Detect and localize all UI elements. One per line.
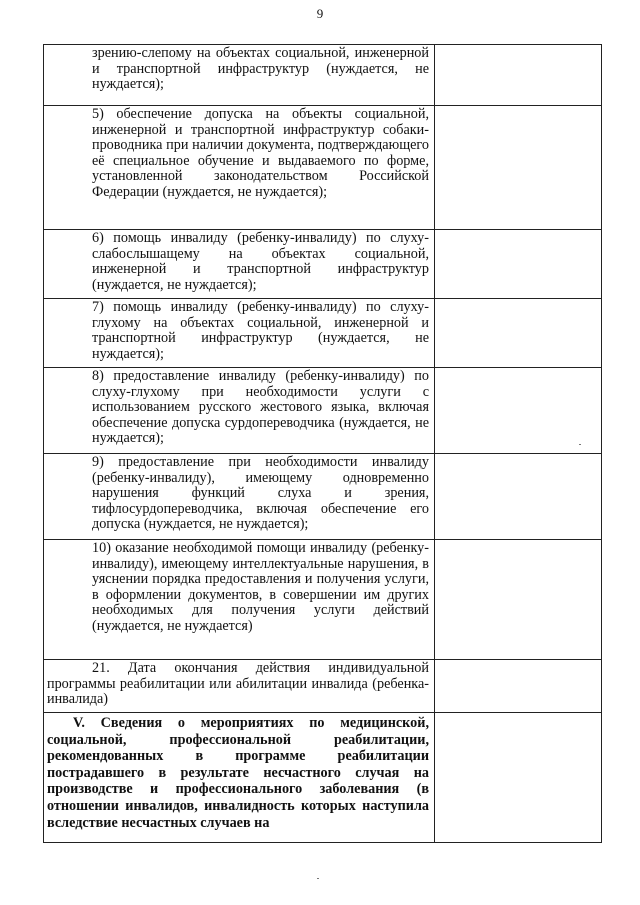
item-text: зрению-слепому на объектах социальной, инженерной и транспортной инфраструктур (нуждается, не нуждается); xyxy=(92,45,429,93)
row-description-cell xyxy=(44,660,435,713)
row-value-cell xyxy=(435,713,602,843)
item-text: 9) предоставление при необходимости инвалиду (ребенку-инвалиду), имеющему одновременно нарушения функций слуха и зрения, тифлосурдопереводчика, включая обеспечение его допуска (нуждается, не нуждается); xyxy=(92,454,429,533)
row-value-cell xyxy=(435,230,602,299)
row-description-cell xyxy=(44,454,435,540)
row-value-cell xyxy=(435,45,602,106)
scan-artifact xyxy=(579,444,581,445)
row-description-cell xyxy=(44,368,435,454)
row-description-cell xyxy=(44,106,435,230)
row-value-cell xyxy=(435,106,602,230)
table-row xyxy=(44,540,602,660)
item-text: 10) оказание необходимой помощи инвалиду (ребенку-инвалиду), имеющему интеллектуальные нарушения, в уяснении порядка предоставления и получения услуги, в оформлении документов, в совершении им других необходимых для получения услуги действий (нуждается, не нуждается) xyxy=(92,540,429,634)
row-description-cell xyxy=(44,299,435,368)
row-value-cell xyxy=(435,540,602,660)
item-text: 5) обеспечение допуска на объекты социальной, инженерной и транспортной инфраструктур собаки-проводника при наличии документа, подтверждающего её специальное обучение и выдаваемого по форме, установленной законодательством Российской Федерации (нуждается, не нуждается); xyxy=(92,106,429,200)
table-row xyxy=(44,368,602,454)
row-value-cell xyxy=(435,368,602,454)
scan-artifact xyxy=(317,878,319,879)
table-row xyxy=(44,230,602,299)
row-description-cell xyxy=(44,540,435,660)
table-row xyxy=(44,299,602,368)
row-value-cell xyxy=(435,299,602,368)
item-text: 21. Дата окончания действия индивидуальной программы реабилитации или абилитации инвалида (ребенка-инвалида) xyxy=(47,660,429,708)
section-heading: V. Сведения о мероприятиях по медицинской, социальной, профессиональной реабилитации, рекомендованных в программе реабилитации пострадавшего в результате несчастного случая на производстве и профессионального заболевания (в отношении инвалидов, инвалидность которых наступила вследствие несчастных случаев на xyxy=(47,715,429,831)
row-value-cell xyxy=(435,660,602,713)
item-text: 8) предоставление инвалиду (ребенку-инвалиду) по слуху-глухому при необходимости услуги с использованием русского жестового языка, включая обеспечение допуска сурдопереводчика (нуждается, не нуждается); xyxy=(92,368,429,447)
table-row xyxy=(44,106,602,230)
item-text: 6) помощь инвалиду (ребенку-инвалиду) по слуху-слабослышащему на объектах социальной, инженерной и транспортной инфраструктур (нуждается, не нуждается); xyxy=(92,230,429,293)
page-number: 9 xyxy=(316,6,324,21)
table-row xyxy=(44,660,602,713)
table-row xyxy=(44,454,602,540)
row-value-cell xyxy=(435,454,602,540)
table-row xyxy=(44,45,602,106)
item-text: 7) помощь инвалиду (ребенку-инвалиду) по слуху-глухому на объектах социальной, инженерной и транспортной инфраструктур (нуждается, не нуждается); xyxy=(92,299,429,362)
row-description-cell xyxy=(44,230,435,299)
row-description-cell xyxy=(44,713,435,843)
table-row xyxy=(44,713,602,843)
row-description-cell xyxy=(44,45,435,106)
document-table xyxy=(43,44,602,843)
